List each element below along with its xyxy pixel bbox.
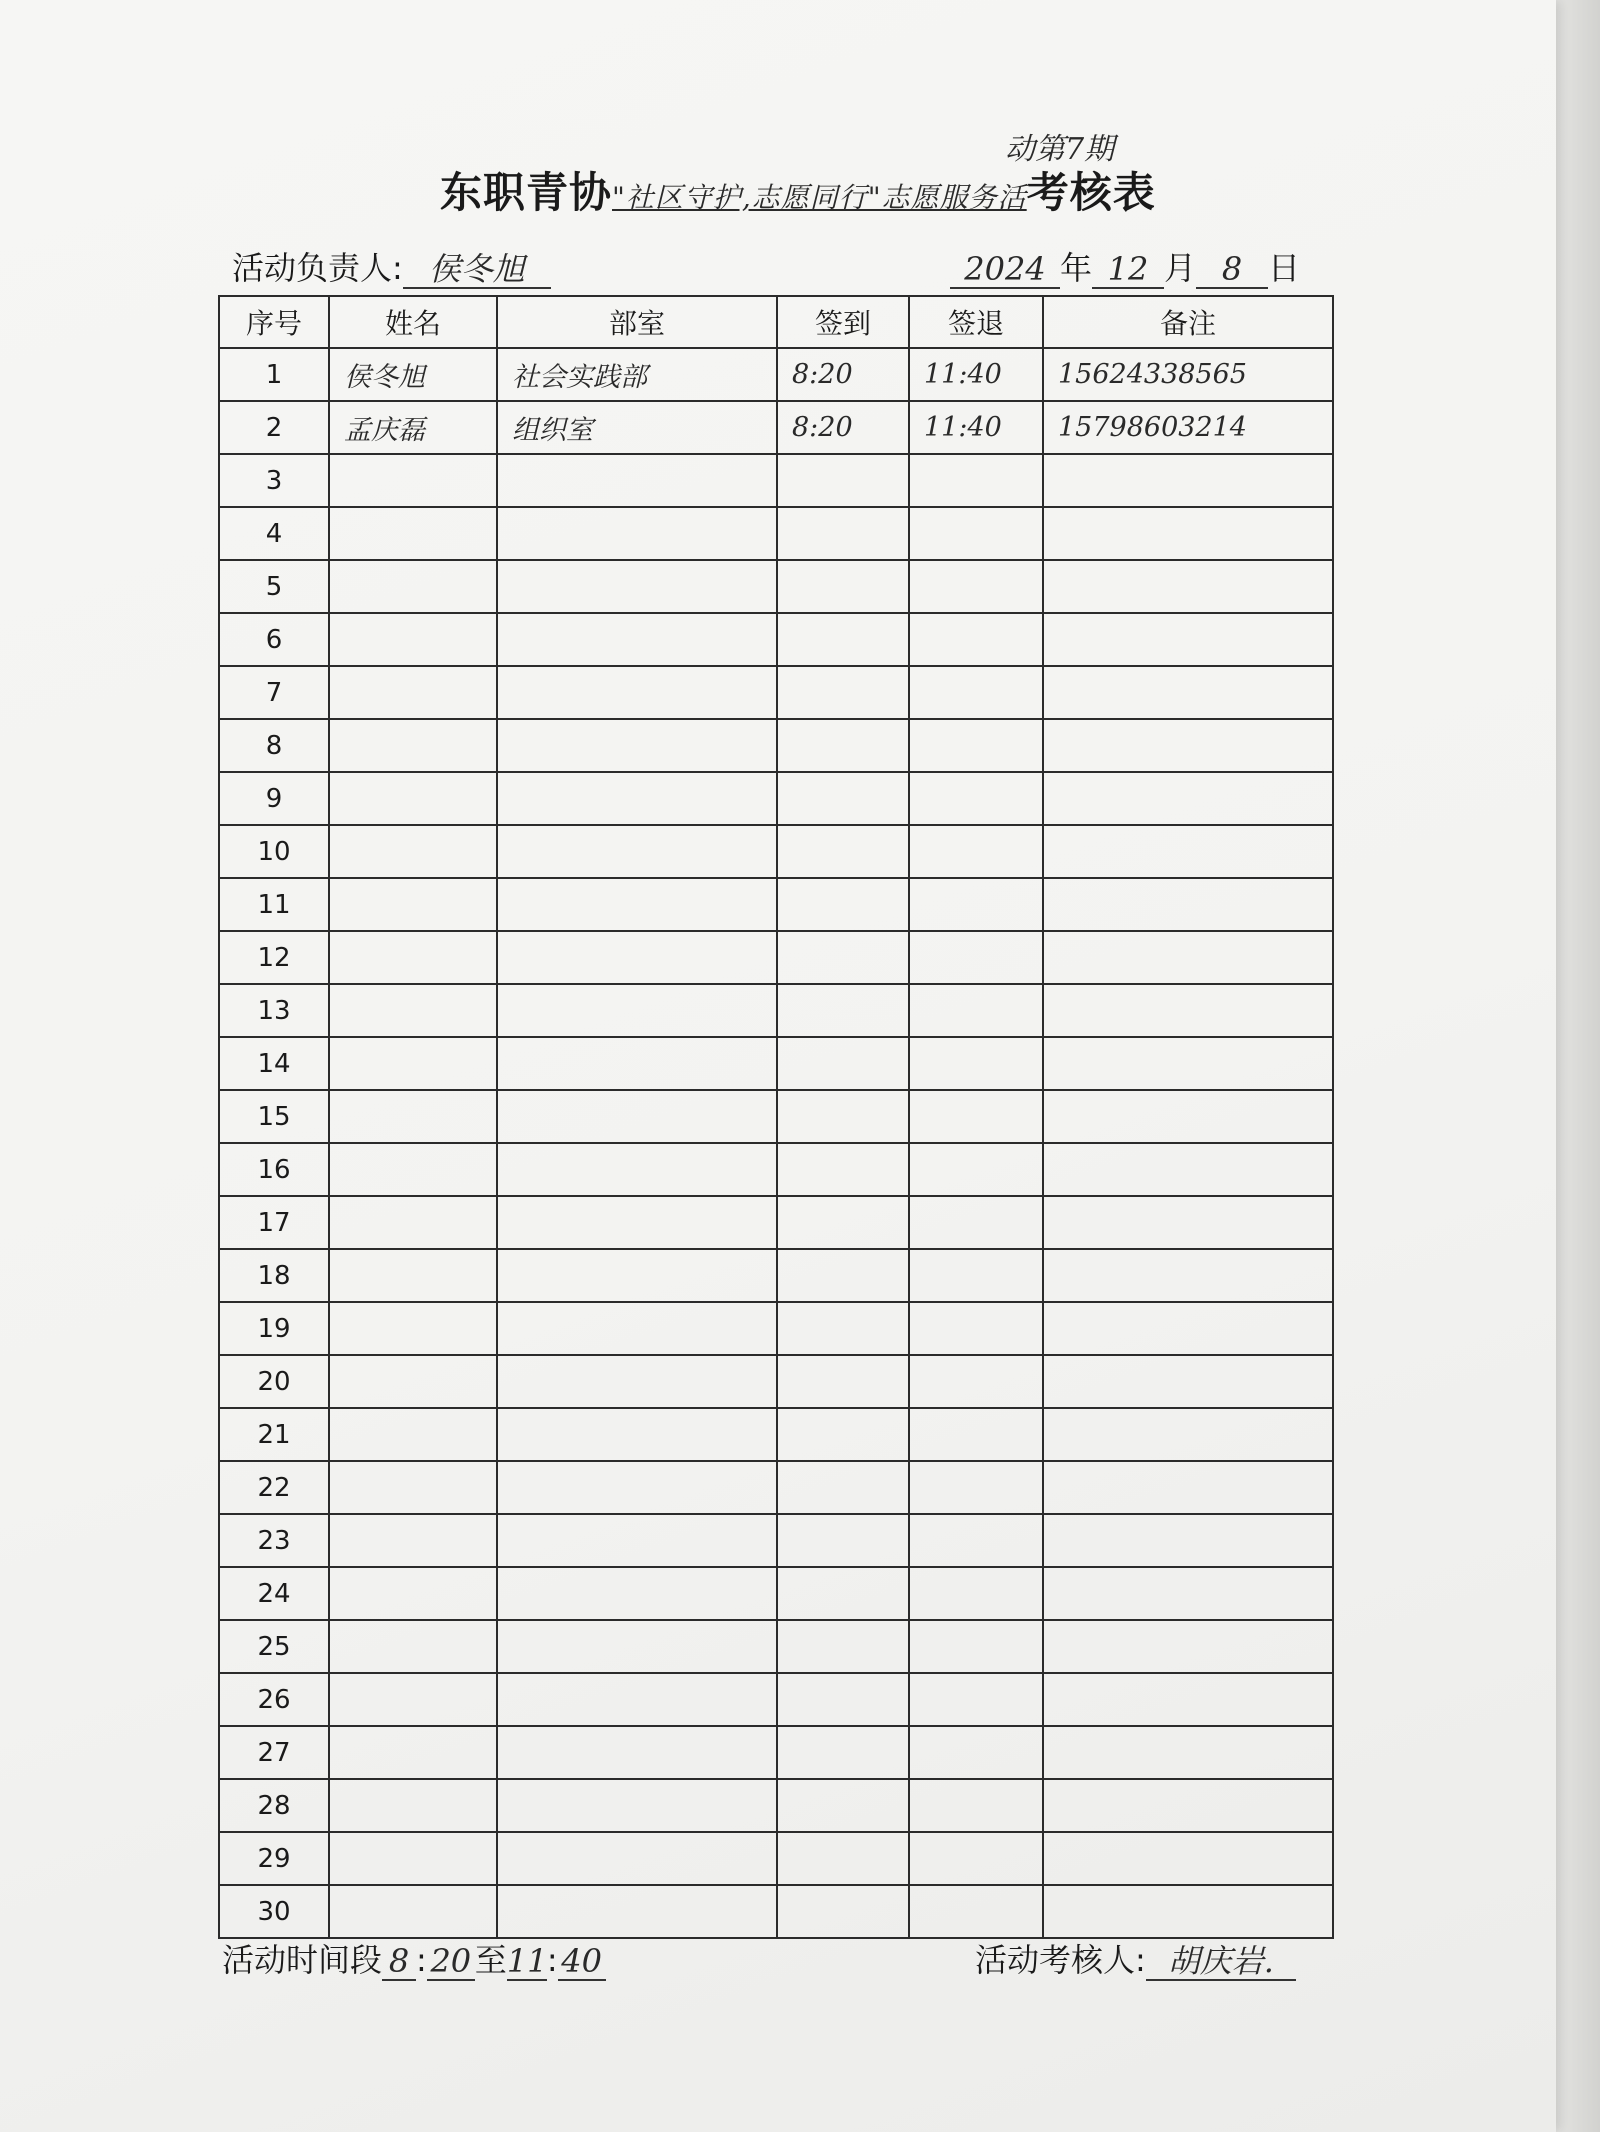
date-year-value: 2024	[950, 251, 1060, 289]
row-name	[329, 560, 497, 613]
row-remarks	[1043, 1196, 1333, 1249]
table-row	[219, 1620, 1333, 1673]
row-name	[329, 1567, 497, 1620]
table-row	[219, 1726, 1333, 1779]
row-name	[329, 613, 497, 666]
row-remarks	[1043, 825, 1333, 878]
row-sign-in	[777, 1408, 909, 1461]
row-name	[329, 1726, 497, 1779]
table-row	[219, 1408, 1333, 1461]
table-row	[219, 1249, 1333, 1302]
row-number: 9	[219, 772, 329, 825]
date-month-label: 月	[1164, 249, 1197, 287]
row-name	[329, 1832, 497, 1885]
table-row	[219, 1037, 1333, 1090]
row-sign-out	[909, 613, 1043, 666]
row-remarks	[1043, 454, 1333, 507]
row-name	[329, 1355, 497, 1408]
row-sign-in	[777, 772, 909, 825]
table-row	[219, 560, 1333, 613]
row-remarks	[1043, 1037, 1333, 1090]
row-sign-out	[909, 1673, 1043, 1726]
row-number: 26	[219, 1673, 329, 1726]
row-department	[497, 1832, 777, 1885]
row-remarks	[1043, 1355, 1333, 1408]
title-printed-suffix: 考核表	[1026, 168, 1156, 217]
reviewer-label: 活动考核人:	[975, 1941, 1146, 1979]
table-row	[219, 1090, 1333, 1143]
row-sign-out	[909, 931, 1043, 984]
row-sign-in	[777, 1037, 909, 1090]
row-sign-out	[909, 1885, 1043, 1938]
row-department	[497, 1408, 777, 1461]
row-number: 11	[219, 878, 329, 931]
row-department	[497, 1620, 777, 1673]
row-number: 1	[219, 348, 329, 401]
row-remarks	[1043, 1885, 1333, 1938]
table-row	[219, 1514, 1333, 1567]
row-department	[497, 1779, 777, 1832]
row-sign-in	[777, 719, 909, 772]
row-number: 15	[219, 1090, 329, 1143]
row-department: 社会实践部	[497, 348, 777, 401]
row-sign-out	[909, 1143, 1043, 1196]
row-sign-out	[909, 1408, 1043, 1461]
row-name	[329, 772, 497, 825]
row-sign-out	[909, 1196, 1043, 1249]
row-sign-in	[777, 1302, 909, 1355]
row-number: 29	[219, 1832, 329, 1885]
row-department	[497, 1885, 777, 1938]
row-sign-in	[777, 666, 909, 719]
row-number: 8	[219, 719, 329, 772]
period-to-label: 至	[474, 1941, 507, 1979]
table-row	[219, 613, 1333, 666]
table-row	[219, 1779, 1333, 1832]
date-month-value: 12	[1092, 251, 1164, 289]
title-handwritten-insert: 动第7期	[1005, 132, 1115, 167]
row-department	[497, 719, 777, 772]
table-row	[219, 1832, 1333, 1885]
row-sign-out	[909, 1090, 1043, 1143]
row-remarks: 15798603214	[1043, 401, 1333, 454]
form-title	[440, 160, 1156, 220]
row-number: 23	[219, 1514, 329, 1567]
row-remarks	[1043, 1567, 1333, 1620]
row-name	[329, 1673, 497, 1726]
row-remarks	[1043, 1408, 1333, 1461]
row-name	[329, 1037, 497, 1090]
date-day-label: 日	[1268, 249, 1301, 287]
row-remarks: 15624338565	[1043, 348, 1333, 401]
row-number: 6	[219, 613, 329, 666]
row-number: 14	[219, 1037, 329, 1090]
row-remarks	[1043, 1620, 1333, 1673]
table-header-row	[219, 296, 1333, 348]
row-number: 5	[219, 560, 329, 613]
row-number: 16	[219, 1143, 329, 1196]
row-name	[329, 1249, 497, 1302]
row-number: 30	[219, 1885, 329, 1938]
row-number: 17	[219, 1196, 329, 1249]
row-remarks	[1043, 878, 1333, 931]
row-sign-in	[777, 1832, 909, 1885]
row-department	[497, 984, 777, 1037]
table-row	[219, 719, 1333, 772]
row-number: 24	[219, 1567, 329, 1620]
table-row	[219, 1302, 1333, 1355]
col-header-number: 序号	[219, 296, 329, 348]
row-sign-in	[777, 1673, 909, 1726]
row-number: 25	[219, 1620, 329, 1673]
row-department	[497, 613, 777, 666]
leader-label: 活动负责人:	[232, 249, 403, 287]
row-number: 7	[219, 666, 329, 719]
row-sign-in	[777, 560, 909, 613]
title-handwritten-activity: "社区守护,志愿同行"志愿服务活	[612, 181, 1027, 214]
row-remarks	[1043, 931, 1333, 984]
row-sign-in	[777, 613, 909, 666]
row-name	[329, 1196, 497, 1249]
activity-period-field	[222, 1935, 606, 1981]
row-sign-out	[909, 1461, 1043, 1514]
row-number: 28	[219, 1779, 329, 1832]
row-sign-out	[909, 984, 1043, 1037]
table-row	[219, 825, 1333, 878]
row-department	[497, 454, 777, 507]
table-row	[219, 1461, 1333, 1514]
reviewer-value: 胡庆岩.	[1146, 1943, 1296, 1981]
row-remarks	[1043, 1832, 1333, 1885]
table-row	[219, 1567, 1333, 1620]
row-department	[497, 666, 777, 719]
row-name	[329, 984, 497, 1037]
row-name	[329, 931, 497, 984]
row-sign-in: 8:20	[777, 348, 909, 401]
table-row	[219, 984, 1333, 1037]
table-row	[219, 931, 1333, 984]
row-number: 20	[219, 1355, 329, 1408]
row-department	[497, 772, 777, 825]
row-department	[497, 1726, 777, 1779]
row-sign-out	[909, 878, 1043, 931]
row-name	[329, 1461, 497, 1514]
row-name: 孟庆磊	[329, 401, 497, 454]
row-department	[497, 1196, 777, 1249]
row-department: 组织室	[497, 401, 777, 454]
row-sign-out	[909, 825, 1043, 878]
row-remarks	[1043, 1249, 1333, 1302]
row-name	[329, 1302, 497, 1355]
row-number: 3	[219, 454, 329, 507]
period-start-hour: 8	[382, 1943, 416, 1981]
row-remarks	[1043, 1143, 1333, 1196]
row-remarks	[1043, 1090, 1333, 1143]
leader-value: 侯冬旭	[403, 251, 551, 289]
row-department	[497, 1037, 777, 1090]
row-sign-in	[777, 1620, 909, 1673]
row-sign-in	[777, 1196, 909, 1249]
row-sign-out	[909, 1037, 1043, 1090]
row-remarks	[1043, 772, 1333, 825]
row-name	[329, 878, 497, 931]
date-field	[950, 243, 1300, 289]
row-sign-in	[777, 1090, 909, 1143]
row-number: 21	[219, 1408, 329, 1461]
row-remarks	[1043, 1673, 1333, 1726]
table-row	[219, 1196, 1333, 1249]
row-department	[497, 1355, 777, 1408]
period-colon-2: :	[546, 1941, 558, 1979]
row-department	[497, 1143, 777, 1196]
attendance-table	[218, 295, 1334, 1939]
row-department	[497, 1673, 777, 1726]
row-department	[497, 1514, 777, 1567]
row-remarks	[1043, 1302, 1333, 1355]
row-sign-in	[777, 1249, 909, 1302]
row-sign-out	[909, 1355, 1043, 1408]
row-sign-out	[909, 560, 1043, 613]
row-department	[497, 1461, 777, 1514]
table-row	[219, 454, 1333, 507]
col-header-remarks: 备注	[1043, 296, 1333, 348]
row-remarks	[1043, 560, 1333, 613]
row-sign-in	[777, 1885, 909, 1938]
row-name	[329, 825, 497, 878]
row-sign-in	[777, 878, 909, 931]
table-body	[219, 348, 1333, 1938]
table-row	[219, 878, 1333, 931]
row-remarks	[1043, 613, 1333, 666]
table-row	[219, 348, 1333, 401]
row-number: 2	[219, 401, 329, 454]
row-sign-in	[777, 1567, 909, 1620]
row-name	[329, 1090, 497, 1143]
row-department	[497, 560, 777, 613]
row-name	[329, 1408, 497, 1461]
row-sign-in	[777, 984, 909, 1037]
row-department	[497, 878, 777, 931]
row-name	[329, 1514, 497, 1567]
row-name	[329, 1620, 497, 1673]
row-number: 12	[219, 931, 329, 984]
table-row	[219, 772, 1333, 825]
row-sign-in	[777, 1779, 909, 1832]
row-sign-in	[777, 1461, 909, 1514]
row-department	[497, 825, 777, 878]
row-sign-in	[777, 507, 909, 560]
row-sign-out	[909, 666, 1043, 719]
reviewer-field	[975, 1935, 1296, 1981]
row-name: 侯冬旭	[329, 348, 497, 401]
table-row	[219, 1673, 1333, 1726]
row-name	[329, 1143, 497, 1196]
period-label: 活动时间段	[222, 1941, 383, 1979]
row-remarks	[1043, 719, 1333, 772]
row-sign-in: 8:20	[777, 401, 909, 454]
row-sign-out	[909, 1620, 1043, 1673]
row-remarks	[1043, 1726, 1333, 1779]
col-header-name: 姓名	[329, 296, 497, 348]
row-department	[497, 1567, 777, 1620]
row-name	[329, 454, 497, 507]
row-department	[497, 507, 777, 560]
row-number: 4	[219, 507, 329, 560]
row-sign-out	[909, 1726, 1043, 1779]
row-name	[329, 1779, 497, 1832]
table-row	[219, 1355, 1333, 1408]
row-sign-out	[909, 719, 1043, 772]
table-row	[219, 1885, 1333, 1938]
row-sign-in	[777, 1143, 909, 1196]
row-number: 22	[219, 1461, 329, 1514]
table-row	[219, 401, 1333, 454]
row-sign-out: 11:40	[909, 348, 1043, 401]
row-sign-in	[777, 825, 909, 878]
row-number: 19	[219, 1302, 329, 1355]
row-name	[329, 507, 497, 560]
col-header-sign-out: 签退	[909, 296, 1043, 348]
row-name	[329, 666, 497, 719]
row-remarks	[1043, 507, 1333, 560]
row-number: 18	[219, 1249, 329, 1302]
row-sign-out	[909, 1302, 1043, 1355]
period-start-minute: 20	[427, 1943, 475, 1981]
row-remarks	[1043, 666, 1333, 719]
row-sign-out	[909, 507, 1043, 560]
title-printed-prefix: 东职青协	[440, 168, 613, 217]
row-sign-in	[777, 1726, 909, 1779]
col-header-sign-in: 签到	[777, 296, 909, 348]
row-sign-out	[909, 1779, 1043, 1832]
row-sign-out	[909, 1514, 1043, 1567]
row-remarks	[1043, 1779, 1333, 1832]
row-sign-in	[777, 931, 909, 984]
table-row	[219, 666, 1333, 719]
row-remarks	[1043, 1461, 1333, 1514]
period-end-minute: 40	[558, 1943, 606, 1981]
row-sign-in	[777, 454, 909, 507]
row-department	[497, 1090, 777, 1143]
row-number: 27	[219, 1726, 329, 1779]
col-header-department: 部室	[497, 296, 777, 348]
table-row	[219, 507, 1333, 560]
period-end-hour: 11	[506, 1942, 548, 1980]
row-name	[329, 1885, 497, 1938]
row-number: 13	[219, 984, 329, 1037]
row-name	[329, 719, 497, 772]
row-remarks	[1043, 984, 1333, 1037]
leader-field	[232, 243, 551, 289]
row-sign-out	[909, 772, 1043, 825]
table-row	[219, 1143, 1333, 1196]
date-day-value: 8	[1196, 251, 1268, 289]
row-number: 10	[219, 825, 329, 878]
row-remarks	[1043, 1514, 1333, 1567]
row-sign-in	[777, 1514, 909, 1567]
row-sign-out	[909, 454, 1043, 507]
row-sign-out: 11:40	[909, 401, 1043, 454]
row-sign-out	[909, 1249, 1043, 1302]
date-year-label: 年	[1060, 249, 1093, 287]
row-department	[497, 931, 777, 984]
row-sign-out	[909, 1567, 1043, 1620]
row-sign-out	[909, 1832, 1043, 1885]
row-department	[497, 1249, 777, 1302]
row-department	[497, 1302, 777, 1355]
row-sign-in	[777, 1355, 909, 1408]
period-colon-1: :	[416, 1941, 427, 1979]
